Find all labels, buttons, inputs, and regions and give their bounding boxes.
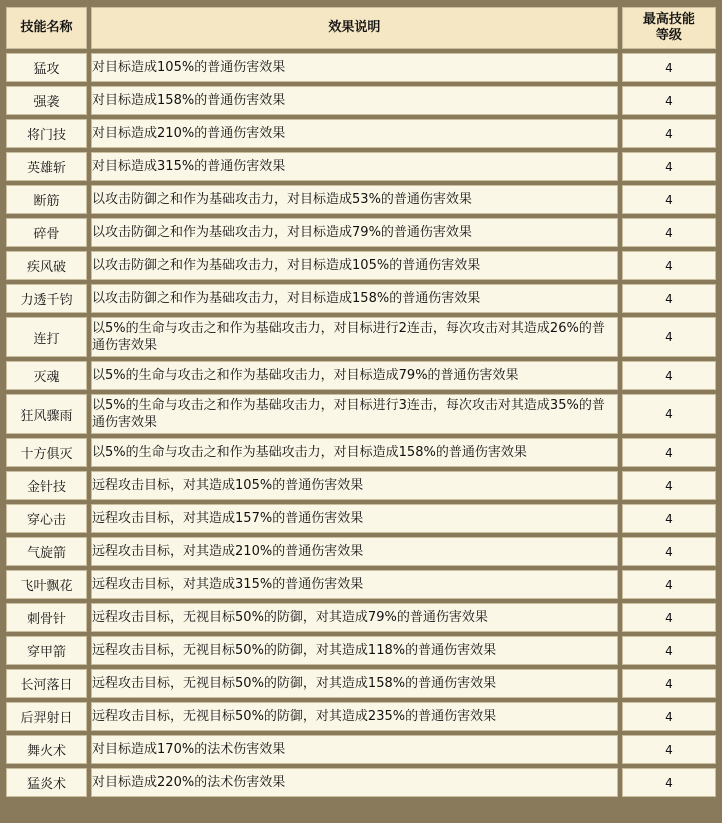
skill-name-cell: 后羿射日 xyxy=(6,702,87,731)
skill-name-cell: 狂风骤雨 xyxy=(6,394,87,434)
skill-description-cell: 以5%的生命与攻击之和作为基础攻击力，对目标造成79%的普通伤害效果 xyxy=(91,361,618,390)
header-max-level xyxy=(622,7,716,49)
skill-level-cell: 4 xyxy=(622,251,716,280)
skill-description-cell: 以攻击防御之和作为基础攻击力，对目标造成53%的普通伤害效果 xyxy=(91,185,618,214)
skill-name-cell: 穿甲箭 xyxy=(6,636,87,665)
table-row xyxy=(6,537,716,566)
skill-level-cell: 4 xyxy=(622,702,716,731)
header-max-level-line1: 最高技能 xyxy=(642,12,695,27)
skill-level-cell: 4 xyxy=(622,152,716,181)
table-row xyxy=(6,251,716,280)
table-row xyxy=(6,636,716,665)
skill-name-cell: 金针技 xyxy=(6,471,87,500)
skill-name-cell: 长河落日 xyxy=(6,669,87,698)
table-row xyxy=(6,570,716,599)
skill-level-cell: 4 xyxy=(622,317,716,357)
skill-description-cell: 远程攻击目标，无视目标50%的防御，对其造成158%的普通伤害效果 xyxy=(91,669,618,698)
skills-table xyxy=(2,3,720,801)
skill-name-cell: 猛攻 xyxy=(6,53,87,82)
skill-description-cell: 对目标造成158%的普通伤害效果 xyxy=(91,86,618,115)
skill-description-cell: 以攻击防御之和作为基础攻击力，对目标造成158%的普通伤害效果 xyxy=(91,284,618,313)
skills-table-body xyxy=(6,53,716,797)
skill-description-cell: 远程攻击目标，无视目标50%的防御，对其造成235%的普通伤害效果 xyxy=(91,702,618,731)
skill-level-cell: 4 xyxy=(622,570,716,599)
skill-name-cell: 飞叶飘花 xyxy=(6,570,87,599)
skill-description-cell: 远程攻击目标，对其造成210%的普通伤害效果 xyxy=(91,537,618,566)
skill-name-cell: 猛炎术 xyxy=(6,768,87,797)
skill-level-cell: 4 xyxy=(622,504,716,533)
skill-description-cell: 远程攻击目标，无视目标50%的防御，对其造成118%的普通伤害效果 xyxy=(91,636,618,665)
skill-description-cell: 以攻击防御之和作为基础攻击力，对目标造成79%的普通伤害效果 xyxy=(91,218,618,247)
table-row xyxy=(6,53,716,82)
table-row xyxy=(6,284,716,313)
table-row xyxy=(6,317,716,357)
skill-name-cell: 碎骨 xyxy=(6,218,87,247)
table-row xyxy=(6,185,716,214)
skill-description-cell: 以5%的生命与攻击之和作为基础攻击力，对目标进行2连击，每次攻击对其造成26%的普通伤害效果 xyxy=(91,317,618,357)
skill-description-cell: 远程攻击目标，对其造成105%的普通伤害效果 xyxy=(91,471,618,500)
skill-description-cell: 对目标造成220%的法术伤害效果 xyxy=(91,768,618,797)
skill-level-cell: 4 xyxy=(622,636,716,665)
skill-level-cell: 4 xyxy=(622,284,716,313)
skill-level-cell: 4 xyxy=(622,438,716,467)
skill-level-cell: 4 xyxy=(622,669,716,698)
skill-description-cell: 远程攻击目标，无视目标50%的防御，对其造成79%的普通伤害效果 xyxy=(91,603,618,632)
table-row xyxy=(6,218,716,247)
skill-name-cell: 强袭 xyxy=(6,86,87,115)
table-row xyxy=(6,119,716,148)
skill-level-cell: 4 xyxy=(622,119,716,148)
table-row xyxy=(6,361,716,390)
header-skill-name: 技能名称 xyxy=(6,7,87,49)
skill-description-cell: 以攻击防御之和作为基础攻击力，对目标造成105%的普通伤害效果 xyxy=(91,251,618,280)
skill-name-cell: 力透千钧 xyxy=(6,284,87,313)
table-row xyxy=(6,603,716,632)
table-row xyxy=(6,735,716,764)
table-row xyxy=(6,768,716,797)
skill-name-cell: 穿心击 xyxy=(6,504,87,533)
skill-name-cell: 将门技 xyxy=(6,119,87,148)
table-row xyxy=(6,394,716,434)
skill-description-cell: 对目标造成210%的普通伤害效果 xyxy=(91,119,618,148)
skill-name-cell: 连打 xyxy=(6,317,87,357)
skill-level-cell: 4 xyxy=(622,394,716,434)
skill-level-cell: 4 xyxy=(622,471,716,500)
table-row xyxy=(6,152,716,181)
skill-name-cell: 刺骨针 xyxy=(6,603,87,632)
skill-name-cell: 断筋 xyxy=(6,185,87,214)
skill-name-cell: 英雄斩 xyxy=(6,152,87,181)
table-row xyxy=(6,669,716,698)
skill-level-cell: 4 xyxy=(622,53,716,82)
skill-name-cell: 疾风破 xyxy=(6,251,87,280)
skill-description-cell: 以5%的生命与攻击之和作为基础攻击力，对目标造成158%的普通伤害效果 xyxy=(91,438,618,467)
skill-level-cell: 4 xyxy=(622,86,716,115)
skill-name-cell: 舞火术 xyxy=(6,735,87,764)
skill-description-cell: 对目标造成315%的普通伤害效果 xyxy=(91,152,618,181)
skill-name-cell: 气旋箭 xyxy=(6,537,87,566)
skill-level-cell: 4 xyxy=(622,603,716,632)
skill-level-cell: 4 xyxy=(622,361,716,390)
skill-level-cell: 4 xyxy=(622,218,716,247)
skill-name-cell: 十方俱灭 xyxy=(6,438,87,467)
skill-description-cell: 以5%的生命与攻击之和作为基础攻击力，对目标进行3连击，每次攻击对其造成35%的普通伤害效果 xyxy=(91,394,618,434)
skill-description-cell: 对目标造成105%的普通伤害效果 xyxy=(91,53,618,82)
skill-description-cell: 对目标造成170%的法术伤害效果 xyxy=(91,735,618,764)
skill-name-cell: 灭魂 xyxy=(6,361,87,390)
table-row xyxy=(6,438,716,467)
table-row xyxy=(6,86,716,115)
skill-level-cell: 4 xyxy=(622,537,716,566)
header-row xyxy=(6,7,716,49)
skill-description-cell: 远程攻击目标，对其造成157%的普通伤害效果 xyxy=(91,504,618,533)
header-effect-description: 效果说明 xyxy=(91,7,618,49)
table-row xyxy=(6,504,716,533)
skill-description-cell: 远程攻击目标，对其造成315%的普通伤害效果 xyxy=(91,570,618,599)
skill-level-cell: 4 xyxy=(622,768,716,797)
table-row xyxy=(6,702,716,731)
skill-level-cell: 4 xyxy=(622,735,716,764)
header-max-level-line2: 等级 xyxy=(655,28,682,43)
skill-level-cell: 4 xyxy=(622,185,716,214)
table-row xyxy=(6,471,716,500)
